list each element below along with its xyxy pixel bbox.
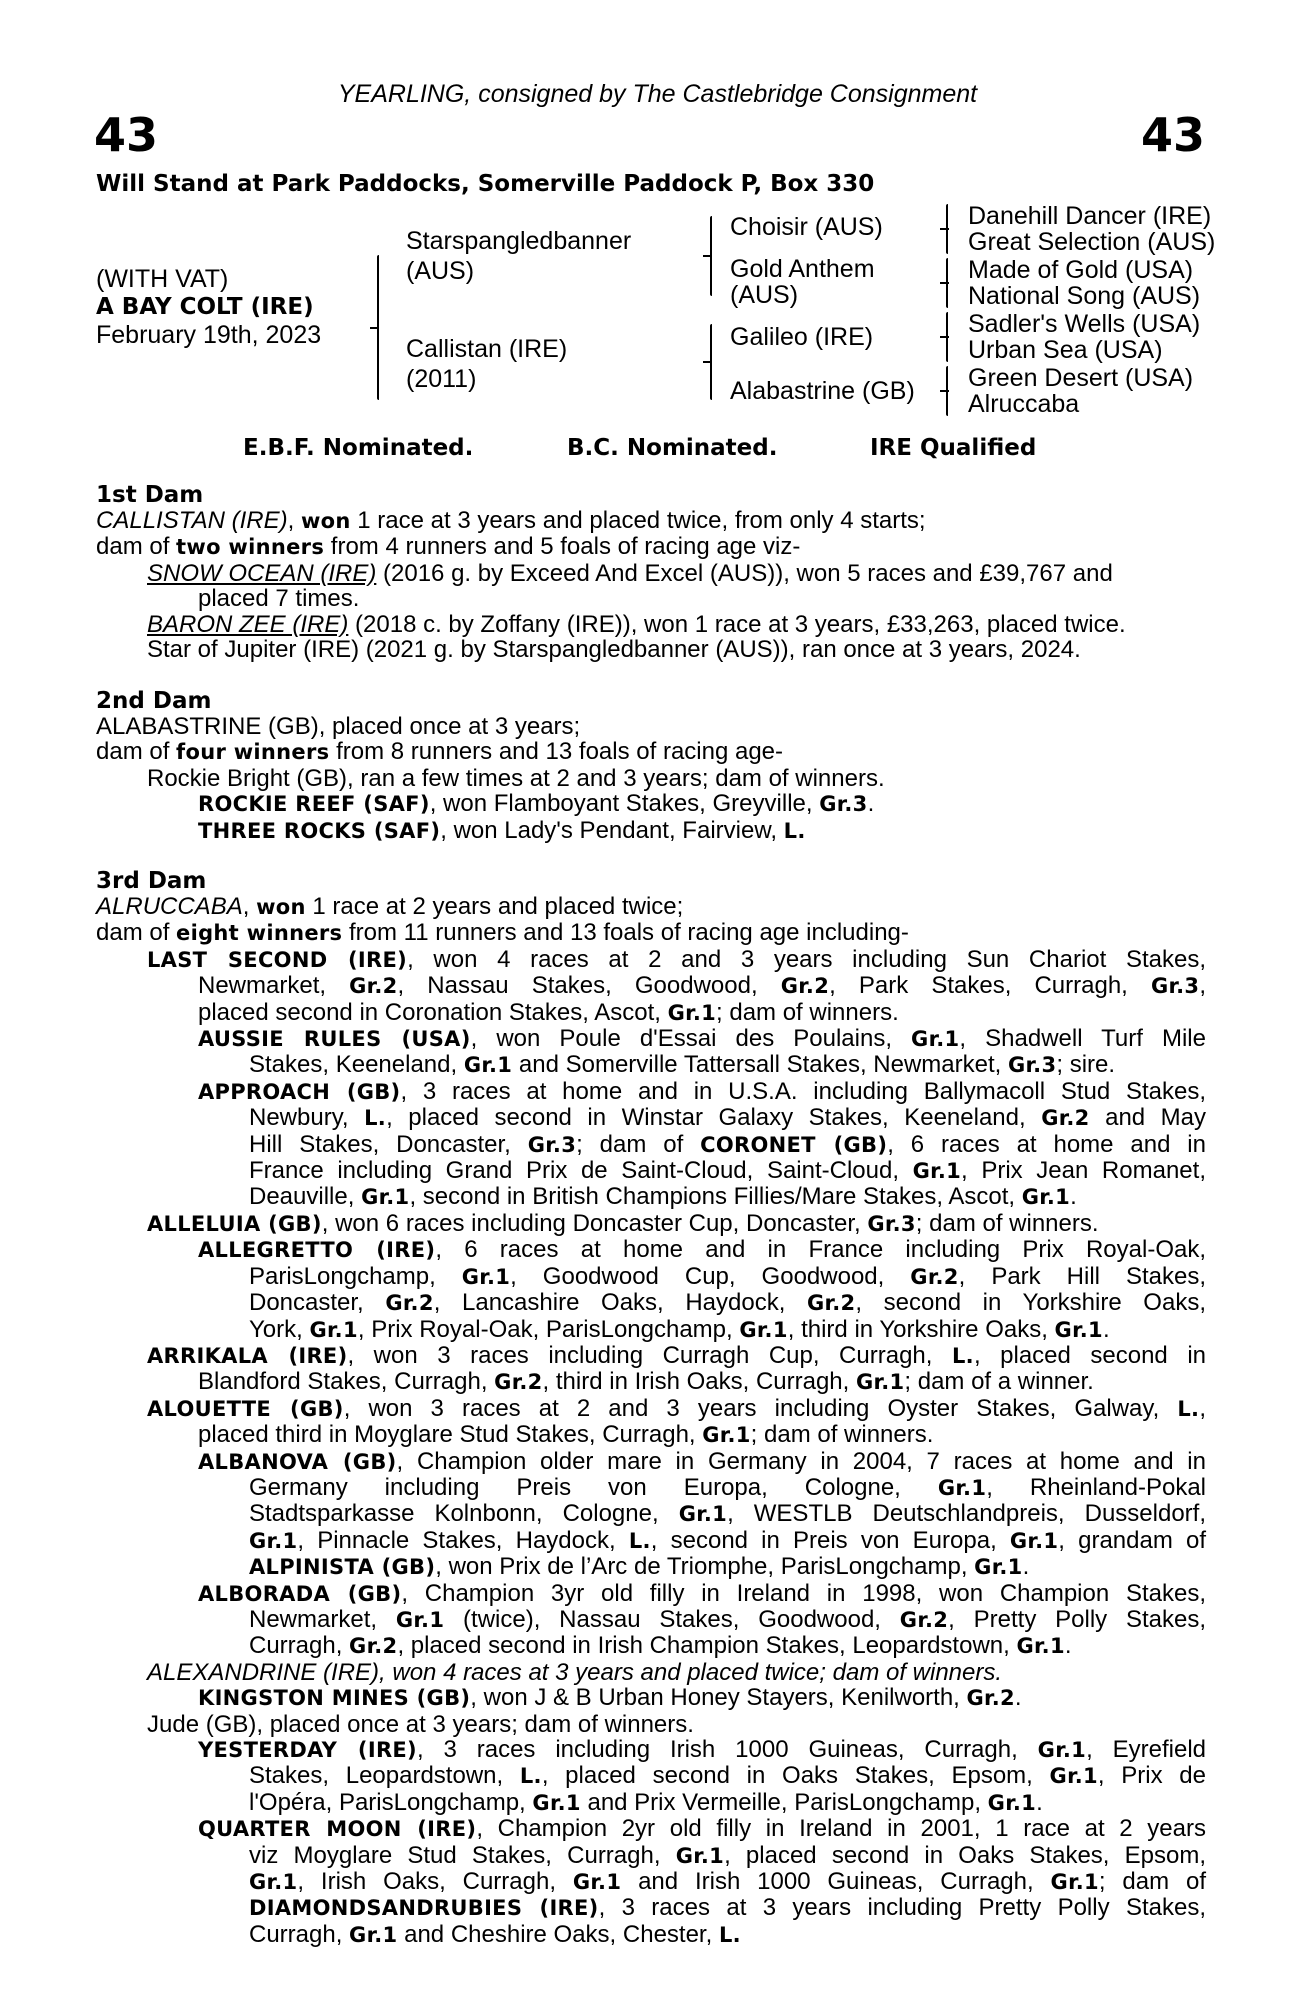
produce-line: ARRIKALA (IRE), won 3 races including Curragh Cup, Curragh, L., placed second in bbox=[147, 1341, 1206, 1369]
produce-line: ParisLongchamp, Gr.1, Goodwood Cup, Goodwood, Gr.2, Park Hill Stakes, bbox=[249, 1262, 1206, 1290]
produce-line: Doncaster, Gr.2, Lancashire Oaks, Haydock, Gr.2, second in Yorkshire Oaks, bbox=[249, 1289, 1206, 1317]
ire-qualified: IRE Qualified bbox=[870, 435, 1037, 461]
produce-line: Hill Stakes, Doncaster, Gr.3; dam of CORONET (GB), 6 races at home and in bbox=[249, 1130, 1206, 1158]
produce-line: Newmarket, Gr.1 (twice), Nassau Stakes, Goodwood, Gr.2, Pretty Polly Stakes, bbox=[249, 1605, 1207, 1633]
produce-line: l'Opéra, ParisLongchamp, Gr.1 and Prix Vermeille, ParisLongchamp, Gr.1. bbox=[249, 1788, 1043, 1816]
ggp-3: Made of Gold (USA) bbox=[968, 256, 1194, 284]
produce-line: ALOUETTE (GB), won 3 races at 2 and 3 years including Oyster Stakes, Galway, L., bbox=[147, 1394, 1207, 1422]
produce-line: Gr.1, Pinnacle Stakes, Haydock, L., second in Preis von Europa, Gr.1, grandam of bbox=[249, 1526, 1206, 1554]
produce-line: SNOW OCEAN (IRE) (2016 g. by Exceed And Excel (AUS)), won 5 races and £39,767 and bbox=[147, 559, 1113, 587]
produce-line: THREE ROCKS (SAF), won Lady's Pendant, Fairview, L. bbox=[198, 816, 806, 844]
produce-line: YESTERDAY (IRE), 3 races including Irish 1000 Guineas, Curragh, Gr.1, Eyrefield bbox=[198, 1736, 1206, 1763]
produce-line: APPROACH (GB), 3 races at home and in U.S.A. including Ballymacoll Stud Stakes, bbox=[198, 1077, 1206, 1105]
dam-brace-point bbox=[703, 361, 712, 363]
gp-brace-3-point bbox=[940, 336, 949, 338]
ggp-4: National Song (AUS) bbox=[968, 282, 1201, 310]
gp-brace-1-point bbox=[940, 228, 949, 230]
gp-brace-2-point bbox=[940, 282, 949, 284]
dam-dam: Alabastrine (GB) bbox=[730, 377, 915, 405]
ggp-6: Urban Sea (USA) bbox=[968, 336, 1163, 364]
bc-nominated: B.C. Nominated. bbox=[567, 435, 778, 461]
produce-line: Gr.1, Irish Oaks, Curragh, Gr.1 and Irish 1000 Guineas, Curragh, Gr.1; dam of bbox=[249, 1868, 1206, 1896]
ebf-nominated: E.B.F. Nominated. bbox=[243, 435, 474, 461]
produce-line: BARON ZEE (IRE) (2018 c. by Zoffany (IRE)), won 1 race at 3 years, £33,263, placed twice. bbox=[147, 610, 1126, 638]
ggp-8: Alruccaba bbox=[968, 390, 1080, 418]
produce-line: Germany including Preis von Europa, Cologne, Gr.1, Rheinland-Pokal bbox=[249, 1473, 1206, 1501]
pedigree-brace-main-point bbox=[370, 327, 379, 329]
sire-sire: Choisir (AUS) bbox=[730, 213, 883, 241]
first-dam-heading: 1st Dam bbox=[96, 482, 204, 508]
ggp-7: Green Desert (USA) bbox=[968, 364, 1194, 392]
produce-line: ALEXANDRINE (IRE), won 4 races at 3 years and placed twice; dam of winners. bbox=[147, 1658, 1003, 1686]
produce-line: Newmarket, Gr.2, Nassau Stakes, Goodwood, Gr.2, Park Stakes, Curragh, Gr.3, bbox=[198, 972, 1206, 1000]
produce-line: ALLEGRETTO (IRE), 6 races at home and in France including Prix Royal-Oak, bbox=[198, 1236, 1207, 1264]
ggp-2: Great Selection (AUS) bbox=[968, 228, 1216, 256]
horse-name: A BAY COLT (IRE) bbox=[96, 294, 314, 320]
third-dam-section bbox=[96, 868, 1206, 1948]
produce-line: ROCKIE REEF (SAF), won Flamboyant Stakes, Greyville, Gr.3. bbox=[198, 790, 875, 818]
first-dam-line: dam of two winners from 4 runners and 5 foals of racing age viz- bbox=[96, 533, 801, 561]
ggp-5: Sadler's Wells (USA) bbox=[968, 310, 1201, 338]
stand-location: Will Stand at Park Paddocks, Somerville Paddock P, Box 330 bbox=[96, 171, 875, 197]
third-dam-line: dam of eight winners from 11 runners and 13 foals of racing age including- bbox=[96, 919, 909, 947]
dam-name: Callistan (IRE) bbox=[406, 335, 568, 363]
vat-note: (WITH VAT) bbox=[96, 265, 229, 293]
second-dam-line: dam of four winners from 8 runners and 13 foals of racing age- bbox=[96, 738, 784, 766]
produce-line: KINGSTON MINES (GB), won J & B Urban Honey Stayers, Kenilworth, Gr.2. bbox=[198, 1684, 1022, 1712]
dam-sire: Galileo (IRE) bbox=[730, 323, 874, 351]
produce-line: placed second in Coronation Stakes, Ascot, Gr.1; dam of winners. bbox=[198, 998, 899, 1026]
produce-line: Rockie Bright (GB), ran a few times at 2 and 3 years; dam of winners. bbox=[147, 764, 885, 792]
first-dam-line: CALLISTAN (IRE), won 1 race at 3 years and placed twice, from only 4 starts; bbox=[96, 507, 926, 534]
first-dam-section bbox=[96, 482, 1206, 662]
produce-line: placed 7 times. bbox=[198, 585, 360, 613]
produce-line: Curragh, Gr.1 and Cheshire Oaks, Chester, L. bbox=[249, 1920, 741, 1948]
produce-line: QUARTER MOON (IRE), Champion 2yr old filly in Ireland in 2001, 1 race at 2 years bbox=[198, 1815, 1206, 1843]
third-dam-heading: 3rd Dam bbox=[96, 868, 207, 894]
produce-line: Stadtsparkasse Kolnbonn, Cologne, Gr.1, WESTLB Deutschlandpreis, Dusseldorf, bbox=[249, 1500, 1207, 1528]
horse-foaled: February 19th, 2023 bbox=[96, 321, 322, 349]
second-dam-section bbox=[96, 688, 1206, 844]
second-dam-line: ALABASTRINE (GB), placed once at 3 years; bbox=[96, 713, 581, 740]
lot-number-right: 43 bbox=[1140, 108, 1205, 162]
produce-line: York, Gr.1, Prix Royal-Oak, ParisLongchamp, Gr.1, third in Yorkshire Oaks, Gr.1. bbox=[249, 1315, 1110, 1343]
sire-country: (AUS) bbox=[406, 257, 475, 285]
dam-year: (2011) bbox=[406, 365, 477, 393]
produce-line: ALBANOVA (GB), Champion older mare in Germany in 2004, 7 races at home and in bbox=[198, 1447, 1206, 1475]
produce-line: Stakes, Leopardstown, L., placed second in Oaks Stakes, Epsom, Gr.1, Prix de bbox=[249, 1762, 1206, 1790]
produce-line: ALLELUIA (GB), won 6 races including Doncaster Cup, Doncaster, Gr.3; dam of winners. bbox=[147, 1209, 1099, 1237]
produce-line: DIAMONDSANDRUBIES (IRE), 3 races at 3 years including Pretty Polly Stakes, bbox=[249, 1894, 1206, 1922]
catalogue-subtitle: YEARLING, consigned by The Castlebridge Consignment bbox=[337, 80, 978, 108]
produce-line: Stakes, Keeneland, Gr.1 and Somerville Tattersall Stakes, Newmarket, Gr.3; sire. bbox=[249, 1051, 1116, 1079]
produce-line: Jude (GB), placed once at 3 years; dam of winners. bbox=[147, 1710, 694, 1738]
produce-line: placed third in Moyglare Stud Stakes, Curragh, Gr.1; dam of winners. bbox=[198, 1421, 934, 1449]
produce-line: France including Grand Prix de Saint-Cloud, Saint-Cloud, Gr.1, Prix Jean Romanet, bbox=[249, 1157, 1206, 1185]
produce-line: Star of Jupiter (IRE) (2021 g. by Starspangledbanner (AUS)), ran once at 3 years, 2024. bbox=[147, 636, 1081, 664]
sire-dam-country: (AUS) bbox=[730, 281, 799, 309]
produce-line: ALBORADA (GB), Champion 3yr old filly in Ireland in 1998, won Champion Stakes, bbox=[198, 1579, 1207, 1607]
second-dam-heading: 2nd Dam bbox=[96, 688, 212, 714]
third-dam-line: ALRUCCABA, won 1 race at 2 years and placed twice; bbox=[96, 893, 684, 920]
sire-dam-name: Gold Anthem bbox=[730, 255, 875, 283]
produce-line: Deauville, Gr.1, second in British Champions Fillies/Mare Stakes, Ascot, Gr.1. bbox=[249, 1183, 1077, 1211]
gp-brace-4-point bbox=[940, 390, 949, 392]
produce-line: Blandford Stakes, Curragh, Gr.2, third in Irish Oaks, Curragh, Gr.1; dam of a winner. bbox=[198, 1368, 1094, 1396]
produce-line: Curragh, Gr.2, placed second in Irish Champion Stakes, Leopardstown, Gr.1. bbox=[249, 1632, 1072, 1660]
produce-line: ALPINISTA (GB), won Prix de l’Arc de Triomphe, ParisLongchamp, Gr.1. bbox=[249, 1553, 1030, 1581]
lot-number-left: 43 bbox=[94, 108, 159, 162]
sire-brace-point bbox=[703, 255, 712, 257]
produce-line: Newbury, L., placed second in Winstar Galaxy Stakes, Keeneland, Gr.2 and May bbox=[249, 1104, 1206, 1132]
ggp-1: Danehill Dancer (IRE) bbox=[968, 202, 1212, 230]
produce-line: LAST SECOND (IRE), won 4 races at 2 and 3 years including Sun Chariot Stakes, bbox=[147, 945, 1206, 973]
produce-line: viz Moyglare Stud Stakes, Curragh, Gr.1, placed second in Oaks Stakes, Epsom, bbox=[249, 1841, 1206, 1869]
sire-name: Starspangledbanner bbox=[406, 227, 632, 255]
produce-line: AUSSIE RULES (USA), won Poule d'Essai des Poulains, Gr.1, Shadwell Turf Mile bbox=[198, 1025, 1206, 1053]
